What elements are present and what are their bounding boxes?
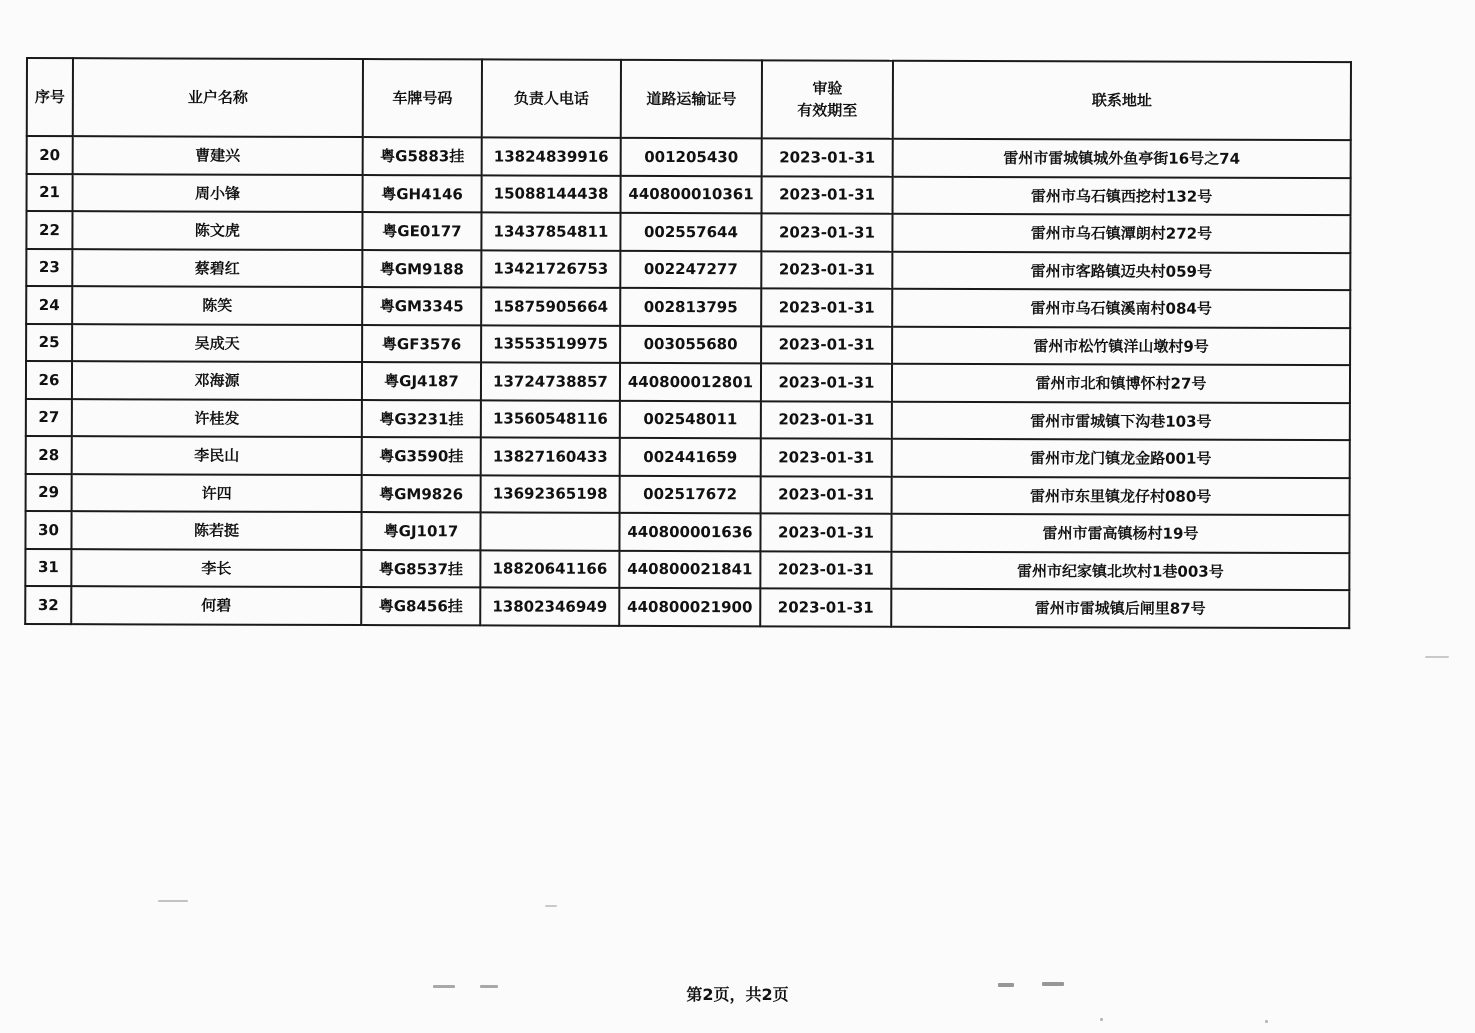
header-phone: 负责人电话 [482,59,621,137]
cell-name: 陈文虎 [72,211,362,249]
cell-plate: 粤GJ1017 [361,512,480,550]
cell-permit: 002557644 [620,213,761,251]
cell-name: 李长 [71,549,361,587]
cell-plate: 粤GM9188 [362,250,481,288]
cell-seq: 31 [25,549,71,587]
cell-seq: 25 [26,324,72,362]
cell-plate: 粤G5883挂 [363,137,482,175]
table-row [27,174,1351,216]
cell-date: 2023-01-31 [762,176,893,214]
cell-phone: 13553519975 [481,325,620,363]
cell-permit: 002247277 [620,250,761,288]
cell-permit: 440800012801 [620,363,761,401]
header-plate: 车牌号码 [363,59,482,137]
cell-permit: 001205430 [621,138,762,176]
cell-name: 曹建兴 [73,136,363,174]
table-body [25,136,1351,628]
cell-phone: 13692365198 [481,475,620,513]
cell-seq: 20 [27,136,73,174]
scan-speck [545,905,557,907]
cell-plate: 粤GM9826 [362,475,481,513]
cell-phone: 15875905664 [481,287,620,325]
table-row [26,436,1350,478]
cell-plate: 粤GF3576 [362,325,481,363]
cell-permit: 002517672 [620,475,761,513]
cell-date: 2023-01-31 [761,476,892,514]
cell-address: 雷州市雷城镇后闸里87号 [891,589,1349,628]
cell-date: 2023-01-31 [760,588,891,626]
cell-plate: 粤GE0177 [362,212,481,250]
cell-address: 雷州市客路镇迈央村059号 [892,251,1350,290]
cell-permit: 440800021841 [619,550,760,588]
cell-name: 陈若挺 [71,511,361,549]
scan-speck [480,985,498,988]
cell-phone: 13560548116 [481,400,620,438]
table-row [25,586,1349,628]
cell-phone: 13724738857 [481,362,620,400]
cell-phone: 15088144438 [482,175,621,213]
table-row [25,511,1349,553]
header-date-line1: 审验 [812,79,843,98]
cell-address: 雷州市乌石镇潭朗村272号 [892,214,1350,253]
cell-plate: 粤G3231挂 [362,400,481,438]
cell-permit: 003055680 [620,325,761,363]
cell-name: 李民山 [72,436,362,474]
scan-speck [1100,1018,1103,1021]
page-number: 第2页，共2页 [686,985,789,1004]
table-row [25,549,1349,591]
cell-date: 2023-01-31 [761,438,892,476]
cell-phone [480,512,619,550]
cell-phone: 13827160433 [481,437,620,475]
scan-speck [998,983,1014,987]
scan-speck [1265,1020,1268,1023]
roster-table-wrapper [26,57,1350,625]
cell-plate: 粤GJ4187 [362,362,481,400]
header-date [762,60,893,138]
cell-name: 蔡碧红 [72,249,362,287]
cell-date: 2023-01-31 [761,251,892,289]
cell-address: 雷州市雷城镇下沟巷103号 [892,401,1350,440]
cell-address: 雷州市雷高镇杨村19号 [891,514,1349,553]
cell-plate: 粤G8537挂 [361,550,480,588]
cell-seq: 32 [25,586,71,624]
cell-seq: 21 [27,174,73,212]
cell-name: 周小锋 [73,174,363,212]
cell-date: 2023-01-31 [761,213,892,251]
cell-phone: 18820641166 [480,550,619,588]
header-name: 业户名称 [73,58,363,137]
table-row [26,286,1350,328]
cell-phone: 13824839916 [482,137,621,175]
cell-address: 雷州市东里镇龙仔村080号 [892,476,1350,515]
cell-permit: 440800001636 [619,513,760,551]
cell-seq: 24 [26,286,72,324]
header-address: 联系地址 [893,61,1351,140]
cell-permit: 440800021900 [619,588,760,626]
table-header-row [27,58,1351,140]
cell-name: 许桂发 [72,399,362,437]
cell-seq: 30 [25,511,71,549]
cell-date: 2023-01-31 [762,138,893,176]
header-date-line2: 有效期至 [797,101,858,120]
cell-permit: 440800010361 [621,175,762,213]
scan-speck [433,985,455,988]
cell-date: 2023-01-31 [761,288,892,326]
cell-permit: 002813795 [620,288,761,326]
cell-address: 雷州市北和镇博怀村27号 [892,364,1350,403]
cell-name: 陈笑 [72,286,362,324]
roster-table [24,57,1352,629]
cell-name: 何碧 [71,586,361,624]
table-row [26,324,1350,366]
cell-phone: 13437854811 [481,212,620,250]
cell-address: 雷州市乌石镇溪南村084号 [892,289,1350,328]
scan-speck [1425,656,1449,658]
cell-name: 吴成天 [72,324,362,362]
cell-seq: 22 [26,211,72,249]
header-seq: 序号 [27,58,73,136]
cell-phone: 13421726753 [481,250,620,288]
cell-date: 2023-01-31 [761,326,892,364]
table-row [26,399,1350,441]
cell-address: 雷州市龙门镇龙金路001号 [892,439,1350,478]
scan-speck [1042,982,1064,986]
scan-speck [158,900,188,902]
table-row [27,136,1351,178]
cell-permit: 002548011 [620,400,761,438]
cell-name: 许四 [72,474,362,512]
cell-date: 2023-01-31 [760,551,891,589]
cell-address: 雷州市纪家镇北坎村1巷003号 [891,551,1349,590]
cell-plate: 粤GM3345 [362,287,481,325]
cell-phone: 13802346949 [480,587,619,625]
table-row [26,361,1350,403]
cell-seq: 28 [26,436,72,474]
cell-permit: 002441659 [620,438,761,476]
cell-seq: 26 [26,361,72,399]
cell-seq: 23 [26,249,72,287]
cell-seq: 29 [26,474,72,512]
table-row [26,211,1350,253]
cell-address: 雷州市雷城镇城外鱼亭街16号之74 [893,139,1351,178]
cell-plate: 粤G3590挂 [362,437,481,475]
cell-date: 2023-01-31 [761,401,892,439]
cell-date: 2023-01-31 [760,513,891,551]
cell-address: 雷州市乌石镇西挖村132号 [893,176,1351,215]
table-row [26,249,1350,291]
cell-plate: 粤GH4146 [363,175,482,213]
cell-date: 2023-01-31 [761,363,892,401]
cell-address: 雷州市松竹镇洋山墩村9号 [892,326,1350,365]
cell-plate: 粤G8456挂 [361,587,480,625]
cell-name: 邓海源 [72,361,362,399]
table-row [26,474,1350,516]
cell-seq: 27 [26,399,72,437]
header-permit: 道路运输证号 [621,60,762,138]
